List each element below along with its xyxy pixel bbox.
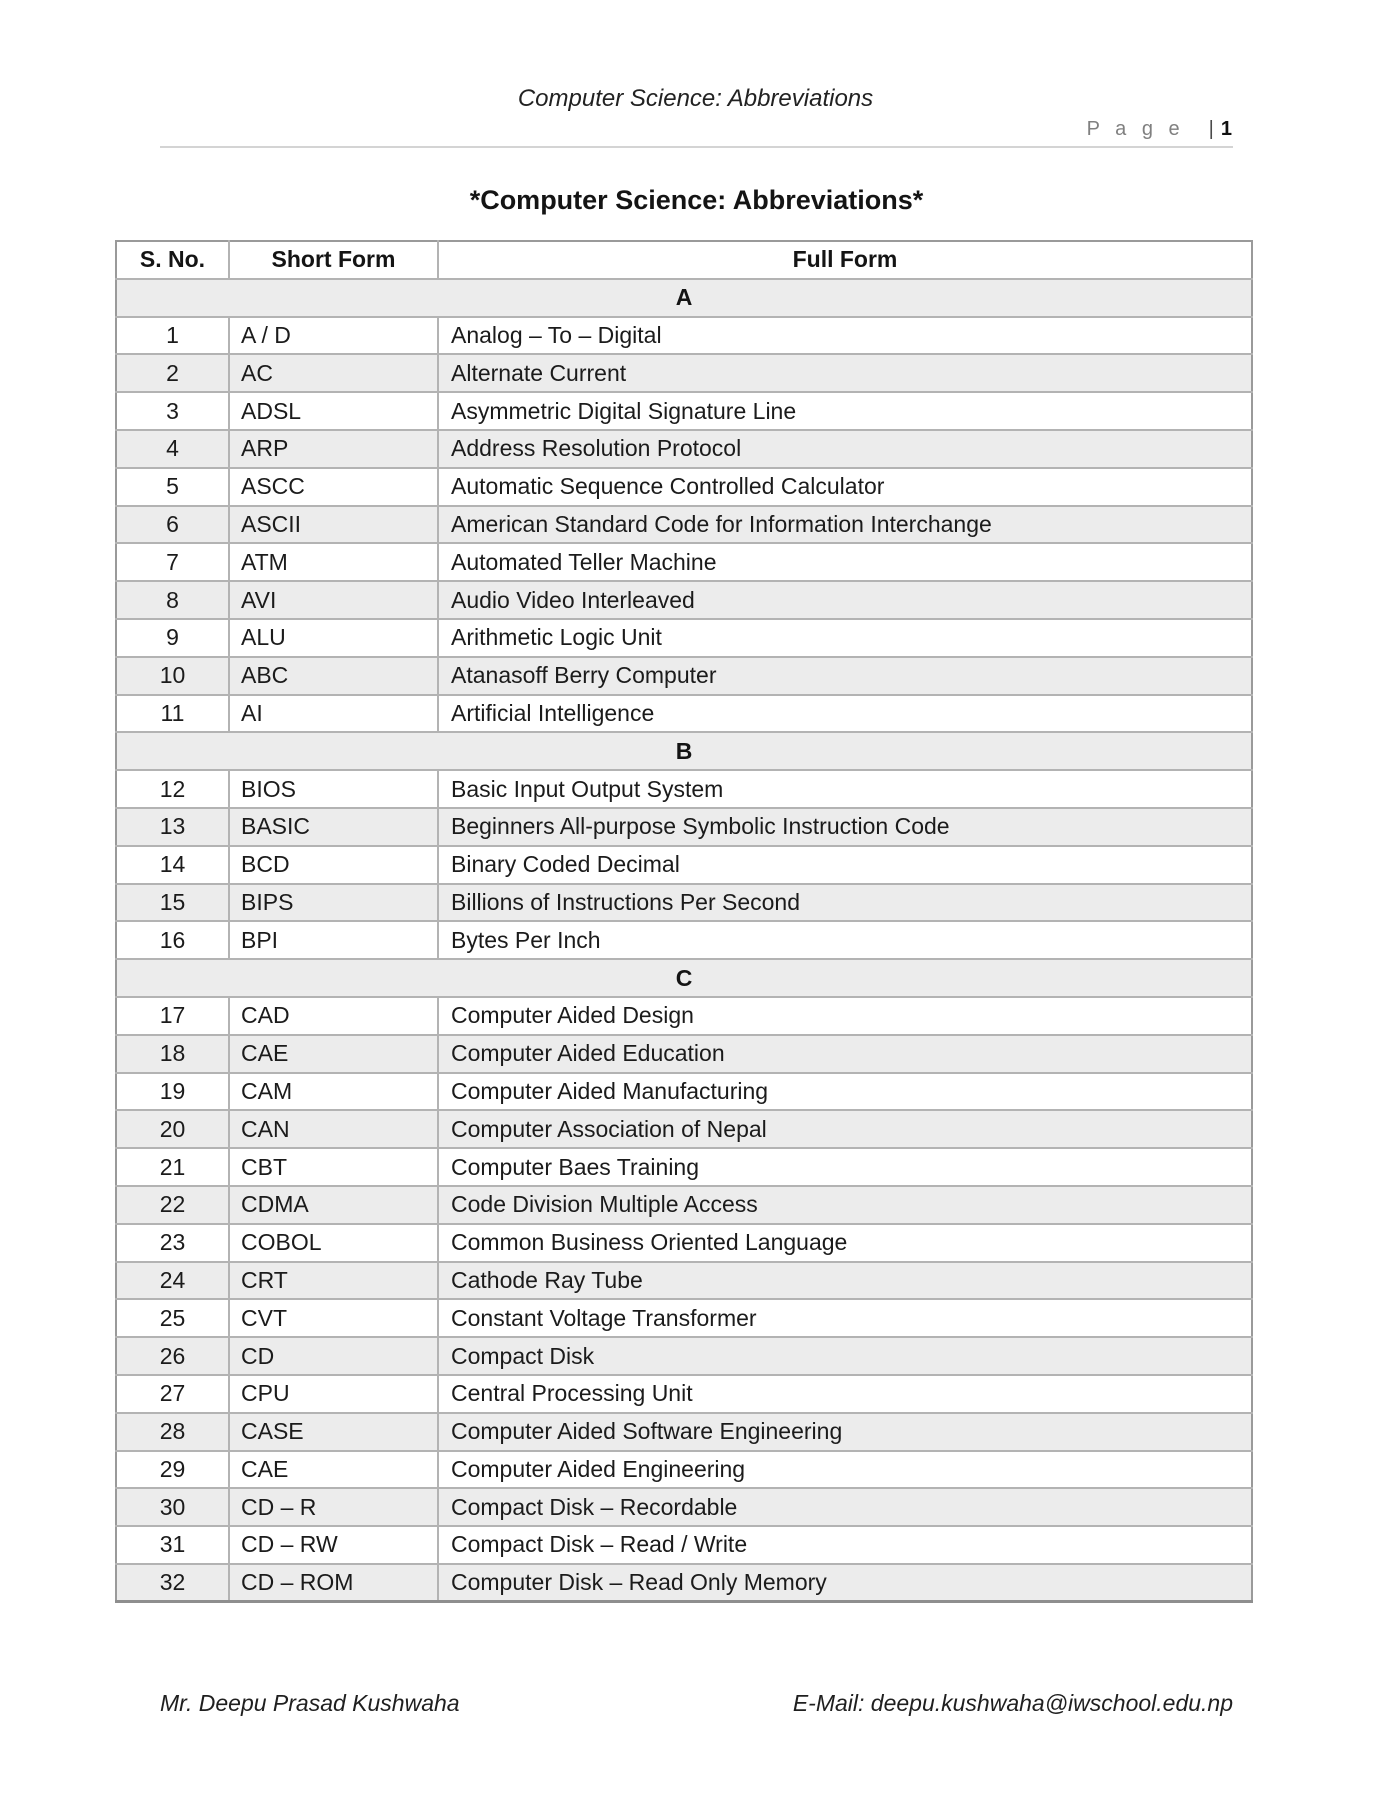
sno-cell: 13: [116, 808, 229, 846]
short-form-cell: BIOS: [229, 770, 438, 808]
table-row: [116, 997, 1252, 1035]
sno-cell: 31: [116, 1526, 229, 1564]
sno-cell: 19: [116, 1073, 229, 1111]
sno-cell: 14: [116, 846, 229, 884]
sno-cell: 20: [116, 1110, 229, 1148]
short-form-cell: AC: [229, 354, 438, 392]
sno-cell: 17: [116, 997, 229, 1035]
full-form-cell: Compact Disk: [438, 1337, 1252, 1375]
sno-cell: 24: [116, 1262, 229, 1300]
short-form-cell: BASIC: [229, 808, 438, 846]
short-form-cell: ARP: [229, 430, 438, 468]
table-row: [116, 354, 1252, 392]
short-form-cell: CRT: [229, 1262, 438, 1300]
short-form-cell: ABC: [229, 657, 438, 695]
table-row: [116, 884, 1252, 922]
short-form-cell: AI: [229, 695, 438, 733]
short-form-cell: CAE: [229, 1035, 438, 1073]
short-form-cell: COBOL: [229, 1224, 438, 1262]
table-row: [116, 430, 1252, 468]
sno-cell: 28: [116, 1413, 229, 1451]
short-form-cell: ASCII: [229, 506, 438, 544]
sno-cell: 22: [116, 1186, 229, 1224]
table-row: [116, 1413, 1252, 1451]
sno-cell: 27: [116, 1375, 229, 1413]
table-row: [116, 619, 1252, 657]
full-form-cell: Audio Video Interleaved: [438, 581, 1252, 619]
table-row: [116, 1262, 1252, 1300]
page-number: 1: [1220, 118, 1232, 140]
full-form-cell: Compact Disk – Read / Write: [438, 1526, 1252, 1564]
short-form-cell: ALU: [229, 619, 438, 657]
table-row: [116, 808, 1252, 846]
full-form-cell: American Standard Code for Information Interchange: [438, 506, 1252, 544]
short-form-cell: ASCC: [229, 468, 438, 506]
page-number-line: [1087, 116, 1232, 142]
document-title: *Computer Science: Abbreviations*: [469, 185, 924, 215]
table-row: [116, 1186, 1252, 1224]
full-form-cell: Automated Teller Machine: [438, 543, 1252, 581]
table-row: [116, 770, 1252, 808]
table-row: [116, 392, 1252, 430]
table-row: [116, 1488, 1252, 1526]
sno-cell: 3: [116, 392, 229, 430]
short-form-cell: A / D: [229, 317, 438, 355]
full-form-cell: Basic Input Output System: [438, 770, 1252, 808]
sno-cell: 23: [116, 1224, 229, 1262]
full-form-cell: Computer Aided Education: [438, 1035, 1252, 1073]
sno-cell: 1: [116, 317, 229, 355]
running-header-title: Computer Science: Abbreviations: [517, 85, 874, 112]
table-row: [116, 468, 1252, 506]
short-form-cell: CD: [229, 1337, 438, 1375]
full-form-cell: Compact Disk – Recordable: [438, 1488, 1252, 1526]
short-form-cell: CD – R: [229, 1488, 438, 1526]
sno-cell: 7: [116, 543, 229, 581]
table-row: [116, 1073, 1252, 1111]
table-row: [116, 543, 1252, 581]
sno-cell: 26: [116, 1337, 229, 1375]
sno-cell: 8: [116, 581, 229, 619]
sno-cell: 6: [116, 506, 229, 544]
table-row: [116, 846, 1252, 884]
full-form-cell: Computer Aided Software Engineering: [438, 1413, 1252, 1451]
short-form-cell: AVI: [229, 581, 438, 619]
table-row: [116, 657, 1252, 695]
full-form-cell: Cathode Ray Tube: [438, 1262, 1252, 1300]
header-divider-rule: [160, 146, 1233, 148]
short-form-cell: CAM: [229, 1073, 438, 1111]
short-form-cell: ADSL: [229, 392, 438, 430]
table-header-row: [116, 241, 1252, 279]
section-row: [116, 279, 1252, 317]
short-form-cell: CAE: [229, 1451, 438, 1489]
page-separator: |: [1208, 118, 1214, 140]
full-form-cell: Alternate Current: [438, 354, 1252, 392]
short-form-cell: ATM: [229, 543, 438, 581]
full-form-cell: Bytes Per Inch: [438, 921, 1252, 959]
sno-cell: 21: [116, 1148, 229, 1186]
sno-cell: 10: [116, 657, 229, 695]
full-form-cell: Computer Association of Nepal: [438, 1110, 1252, 1148]
full-form-cell: Asymmetric Digital Signature Line: [438, 392, 1252, 430]
sno-cell: 29: [116, 1451, 229, 1489]
full-form-cell: Constant Voltage Transformer: [438, 1299, 1252, 1337]
full-form-cell: Arithmetic Logic Unit: [438, 619, 1252, 657]
full-form-cell: Beginners All-purpose Symbolic Instruction Code: [438, 808, 1252, 846]
full-form-cell: Computer Baes Training: [438, 1148, 1252, 1186]
short-form-cell: CDMA: [229, 1186, 438, 1224]
sno-cell: 9: [116, 619, 229, 657]
column-header-short: Short Form: [229, 241, 438, 279]
table-row: [116, 581, 1252, 619]
short-form-cell: BPI: [229, 921, 438, 959]
sno-cell: 30: [116, 1488, 229, 1526]
short-form-cell: CASE: [229, 1413, 438, 1451]
short-form-cell: CD – RW: [229, 1526, 438, 1564]
table-row: [116, 1526, 1252, 1564]
full-form-cell: Computer Aided Design: [438, 997, 1252, 1035]
full-form-cell: Computer Disk – Read Only Memory: [438, 1564, 1252, 1602]
full-form-cell: Analog – To – Digital: [438, 317, 1252, 355]
column-header-full: Full Form: [438, 241, 1252, 279]
sno-cell: 4: [116, 430, 229, 468]
sno-cell: 2: [116, 354, 229, 392]
full-form-cell: Atanasoff Berry Computer: [438, 657, 1252, 695]
table-row: [116, 1337, 1252, 1375]
section-label: A: [116, 279, 1252, 317]
sno-cell: 12: [116, 770, 229, 808]
section-label: B: [116, 732, 1252, 770]
table-row: [116, 1375, 1252, 1413]
column-header-sno: S. No.: [116, 241, 229, 279]
full-form-cell: Artificial Intelligence: [438, 695, 1252, 733]
section-row: [116, 959, 1252, 997]
sno-cell: 5: [116, 468, 229, 506]
short-form-cell: CVT: [229, 1299, 438, 1337]
full-form-cell: Code Division Multiple Access: [438, 1186, 1252, 1224]
full-form-cell: Common Business Oriented Language: [438, 1224, 1252, 1262]
section-row: [116, 732, 1252, 770]
full-form-cell: Central Processing Unit: [438, 1375, 1252, 1413]
page-word: P a g e: [1086, 118, 1185, 140]
table-row: [116, 317, 1252, 355]
short-form-cell: BCD: [229, 846, 438, 884]
full-form-cell: Address Resolution Protocol: [438, 430, 1252, 468]
table-row: [116, 1035, 1252, 1073]
sno-cell: 25: [116, 1299, 229, 1337]
short-form-cell: BIPS: [229, 884, 438, 922]
full-form-cell: Automatic Sequence Controlled Calculator: [438, 468, 1252, 506]
table-row: [116, 1224, 1252, 1262]
sno-cell: 16: [116, 921, 229, 959]
sno-cell: 11: [116, 695, 229, 733]
short-form-cell: CBT: [229, 1148, 438, 1186]
page-footer: [160, 1688, 1233, 1718]
table-row: [116, 1451, 1252, 1489]
full-form-cell: Billions of Instructions Per Second: [438, 884, 1252, 922]
section-label: C: [116, 959, 1252, 997]
table-row: [116, 1564, 1252, 1602]
short-form-cell: CAD: [229, 997, 438, 1035]
table-row: [116, 1110, 1252, 1148]
short-form-cell: CD – ROM: [229, 1564, 438, 1602]
sno-cell: 15: [116, 884, 229, 922]
abbrev-table: [115, 240, 1253, 1603]
full-form-cell: Computer Aided Engineering: [438, 1451, 1252, 1489]
sno-cell: 18: [116, 1035, 229, 1073]
table-row: [116, 506, 1252, 544]
short-form-cell: CPU: [229, 1375, 438, 1413]
table-row: [116, 921, 1252, 959]
footer-email: E-Mail: deepu.kushwaha@iwschool.edu.np: [792, 1690, 1233, 1716]
footer-author: Mr. Deepu Prasad Kushwaha: [160, 1690, 460, 1716]
table-row: [116, 695, 1252, 733]
sno-cell: 32: [116, 1564, 229, 1602]
table-row: [116, 1299, 1252, 1337]
table-row: [116, 1148, 1252, 1186]
full-form-cell: Binary Coded Decimal: [438, 846, 1252, 884]
full-form-cell: Computer Aided Manufacturing: [438, 1073, 1252, 1111]
short-form-cell: CAN: [229, 1110, 438, 1148]
